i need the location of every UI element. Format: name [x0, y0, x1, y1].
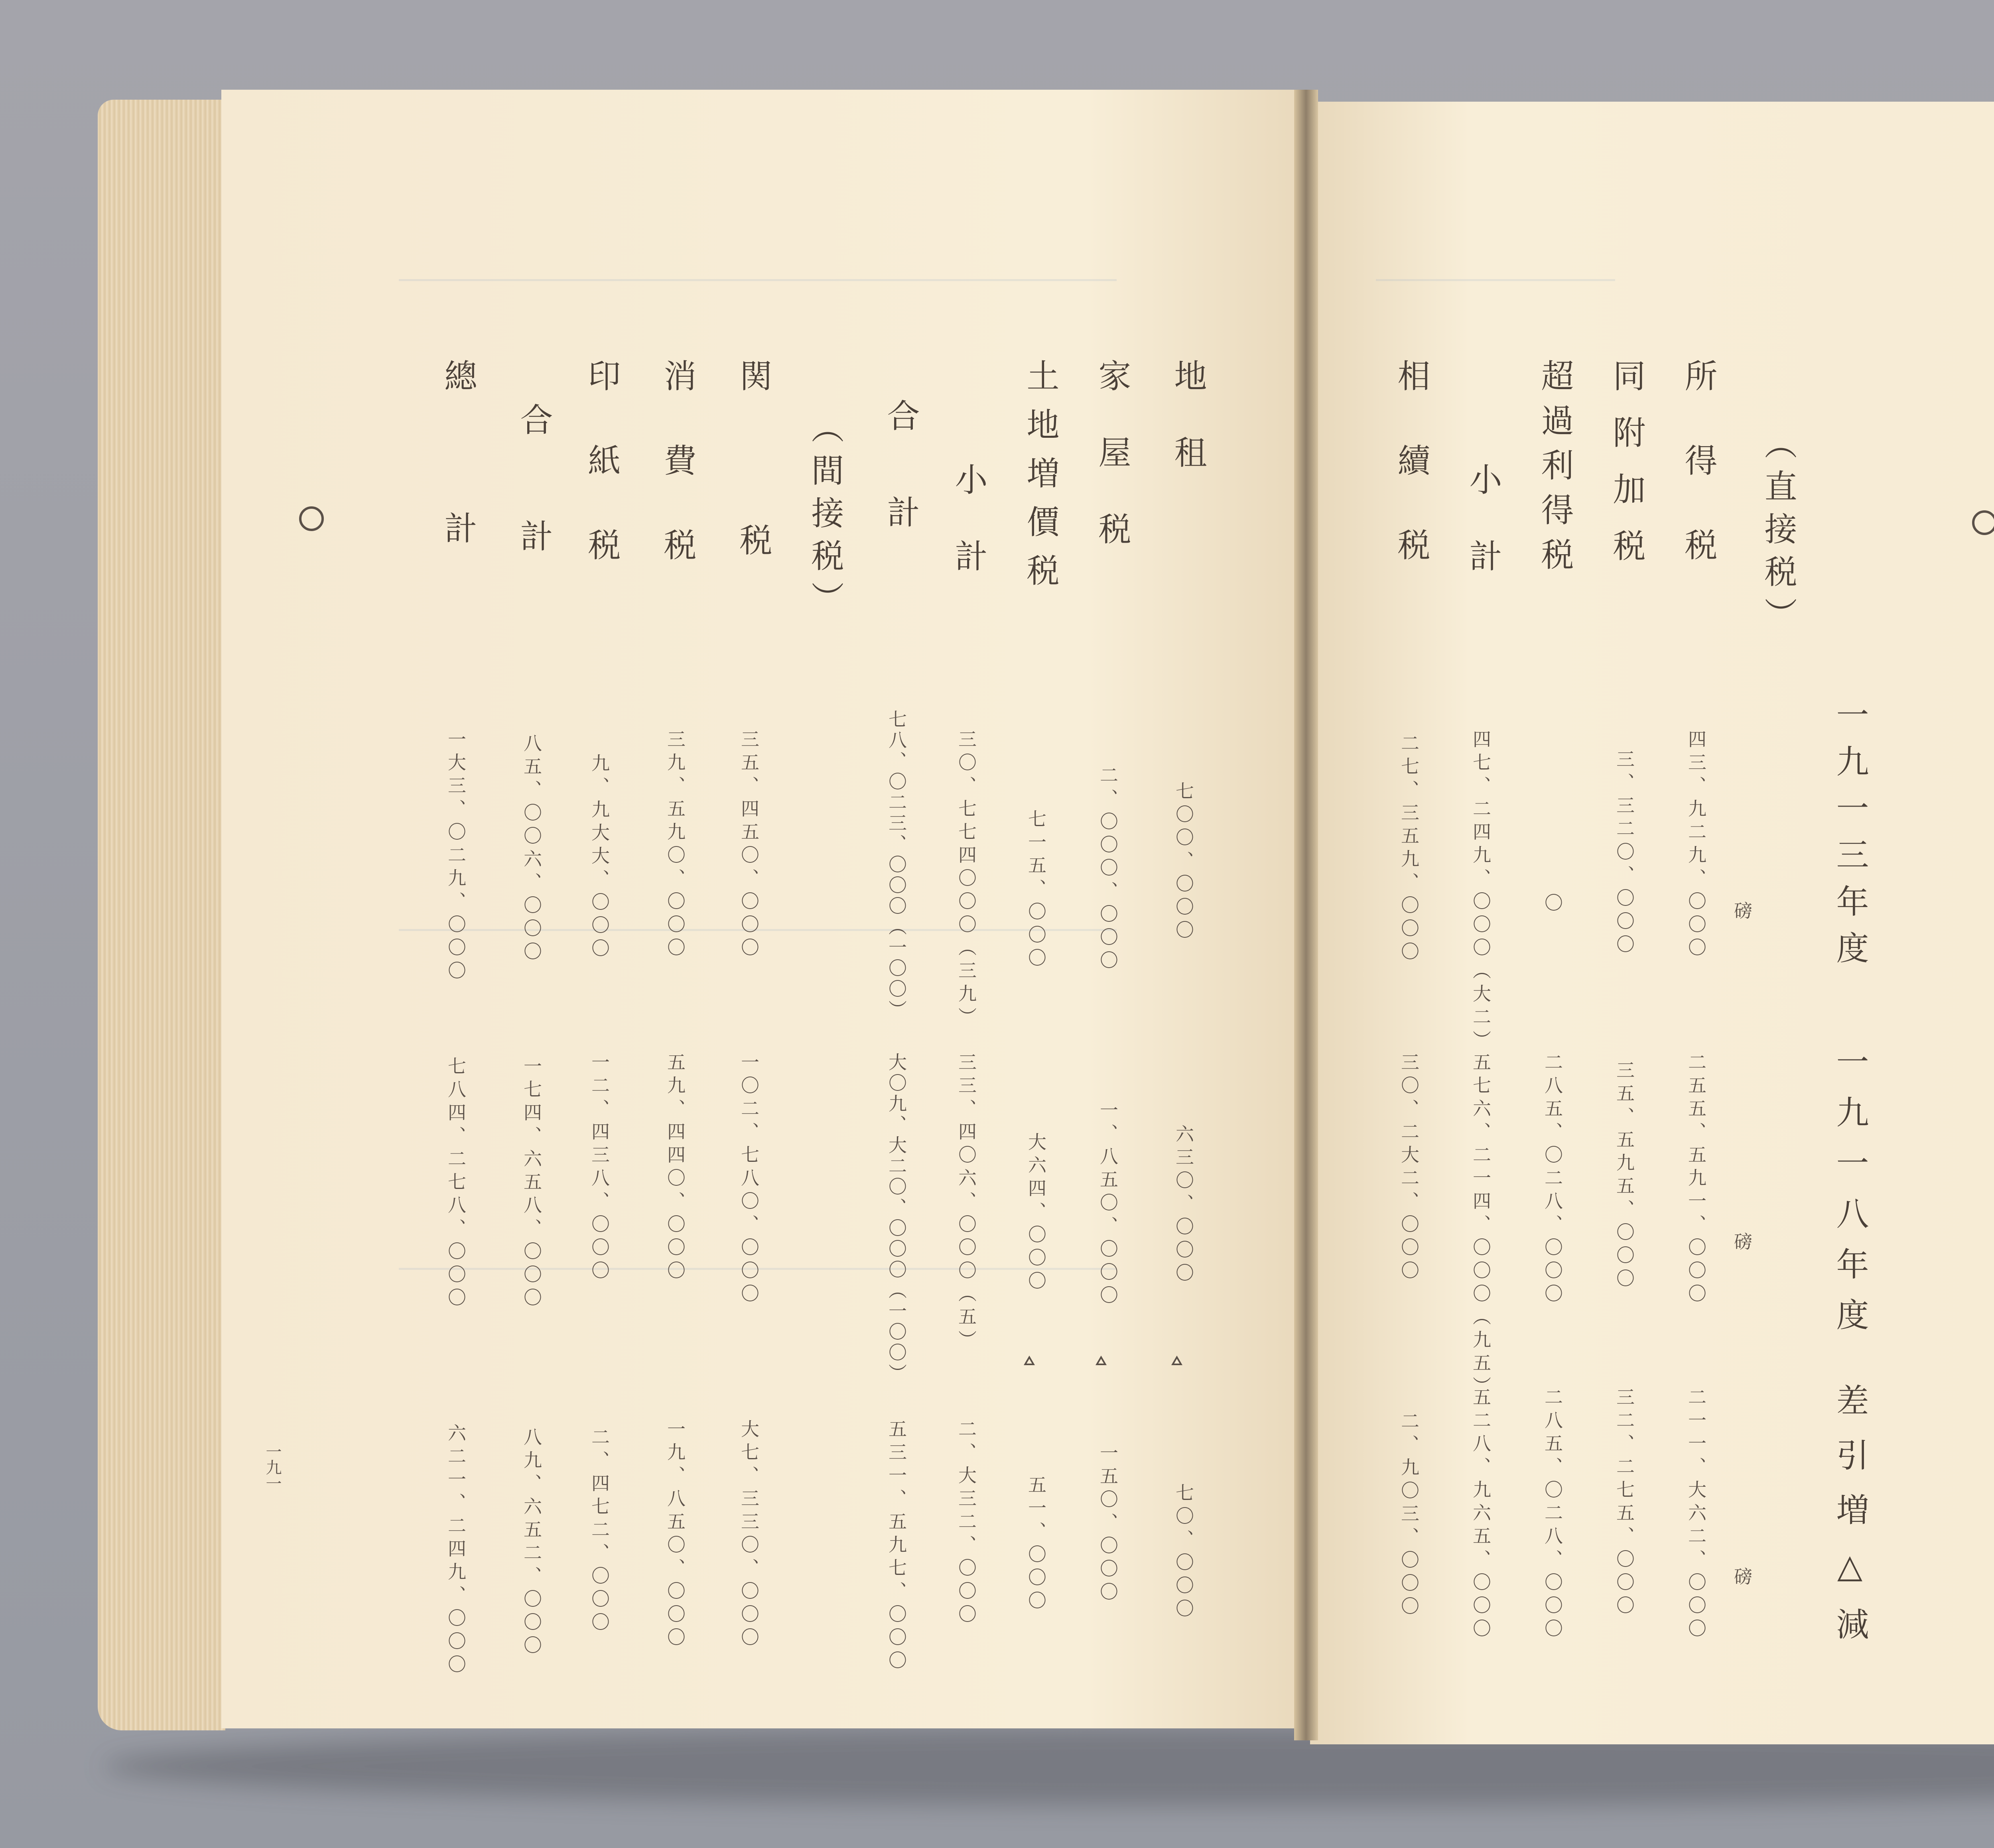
- unit-label: 磅: [1731, 1567, 1753, 1585]
- cell-1918: 三五、五九五、〇〇〇: [1614, 1061, 1635, 1292]
- row-label: 関税: [734, 359, 772, 687]
- cell-1918: 二五五、五九一、〇〇〇: [1685, 1053, 1707, 1307]
- cell-1913: 七一五、〇〇〇: [1025, 809, 1047, 971]
- cell-1918: 五七六、二一四、〇〇〇（九五）: [1470, 1053, 1492, 1399]
- cell-diff: 二一一、大六二、〇〇〇: [1685, 1387, 1707, 1642]
- row-label: （間接税）: [806, 411, 844, 624]
- book-edge-left: [98, 100, 225, 1730]
- cell-diff: 八九、六五二、〇〇〇: [521, 1427, 542, 1659]
- cell-1918: 大〇九、大二〇、〇〇〇（一〇〇）: [886, 1053, 907, 1384]
- cell-1913: 四七、二四九、〇〇〇（大二）: [1470, 730, 1492, 1053]
- cell-1913: 七〇〇、〇〇〇: [1173, 781, 1194, 943]
- header-1913: 一九一三年度: [1831, 698, 1869, 978]
- circle-mark: [299, 506, 324, 531]
- cell-1918: 一二、四三八、〇〇〇: [589, 1053, 610, 1284]
- cell-1913: 三〇、七七四〇〇〇（三九）: [956, 730, 977, 1030]
- cell-diff: 大七、三三〇、〇〇〇: [738, 1419, 760, 1651]
- cell-1913: 三、三二〇、〇〇〇: [1614, 750, 1635, 958]
- cell-1913: 九、九大大、〇〇〇: [589, 754, 610, 962]
- row-label: 消費税: [658, 359, 696, 612]
- row-label: 合計: [515, 403, 553, 636]
- cell-1918: 一、八五〇、〇〇〇: [1097, 1100, 1119, 1309]
- cell-1918: 七八四、二七八、〇〇〇: [445, 1057, 467, 1311]
- delta-mark: [1024, 1356, 1035, 1365]
- cell-diff: 六二一、二四九、〇〇〇: [445, 1423, 467, 1678]
- cell-1918: 三〇、二大二、〇〇〇: [1398, 1053, 1420, 1284]
- unit-label: 磅: [1731, 1232, 1753, 1250]
- cell-1918: 一〇二、七八〇、〇〇〇: [738, 1053, 760, 1307]
- delta-mark: [1171, 1356, 1182, 1365]
- cell-diff: 五三一、五九七、〇〇〇: [886, 1419, 907, 1674]
- book-gutter: [1294, 90, 1318, 1740]
- cell-1918: 三三、四〇六、〇〇〇（五）: [956, 1053, 977, 1353]
- cell-1918: 二八五、〇二八、〇〇〇: [1542, 1053, 1563, 1307]
- cell-1918: 一七四、六五八、〇〇〇: [521, 1057, 542, 1311]
- cell-diff: 二、九〇三、〇〇〇: [1398, 1411, 1420, 1620]
- cell-1913: 〇: [1542, 893, 1563, 916]
- row-label: 印紙税: [583, 359, 621, 612]
- row-label: 地租: [1169, 359, 1207, 512]
- cell-1913: 八五、〇〇六、〇〇〇: [521, 734, 542, 965]
- row-label: 同附加税: [1608, 359, 1645, 585]
- row-label: （直接税）: [1759, 427, 1797, 640]
- cell-diff: 五一、〇〇〇: [1025, 1475, 1047, 1614]
- cell-1913: 一大三、〇二九、〇〇〇: [445, 730, 467, 984]
- cell-1913: 四三、九二九、〇〇〇: [1685, 730, 1707, 961]
- row-label: 合計: [882, 399, 920, 592]
- row-label: 超過利得税: [1536, 359, 1574, 582]
- cell-1913: 二、〇〇〇、〇〇〇: [1097, 766, 1119, 974]
- page-number-left: 一九一: [263, 1443, 282, 1491]
- cell-1918: 五九、四四〇、〇〇〇: [664, 1053, 686, 1284]
- row-label: 小計: [1464, 462, 1502, 616]
- header-1918: 一九一八年度: [1831, 1045, 1869, 1348]
- cell-diff: 二、大三二、〇〇〇: [956, 1419, 977, 1628]
- cell-diff: 五二八、九六五、〇〇〇: [1470, 1387, 1492, 1642]
- unit-label: 磅: [1731, 901, 1753, 919]
- cell-diff: 一九、八五〇、〇〇〇: [664, 1419, 686, 1651]
- cell-diff: 一五〇、〇〇〇: [1097, 1443, 1119, 1605]
- cell-1913: 二七、三五九、〇〇〇: [1398, 734, 1420, 965]
- header-diff: 差引増△減: [1831, 1384, 1869, 1662]
- cell-1913: 三九、五九〇、〇〇〇: [664, 730, 686, 961]
- cell-diff: 七〇、〇〇〇: [1173, 1483, 1194, 1622]
- row-label: 總計: [439, 359, 477, 663]
- circle-mark: [1972, 510, 1994, 535]
- row-label: 小計: [950, 462, 987, 616]
- ghost-rule: [1376, 279, 1615, 281]
- cell-diff: 二、四七二、〇〇〇: [589, 1427, 610, 1635]
- cell-1918: 大六四、〇〇〇: [1025, 1132, 1047, 1294]
- cell-diff: 二八五、〇二八、〇〇〇: [1542, 1387, 1563, 1642]
- cell-1913: 三五、四五〇、〇〇〇: [738, 730, 760, 961]
- ghost-rule: [399, 279, 1117, 281]
- cell-diff: 三二、二七五、〇〇〇: [1614, 1387, 1635, 1619]
- cell-1918: 六三〇、〇〇〇: [1173, 1124, 1194, 1286]
- cell-1913: 七八、〇二三、〇〇〇（一〇〇）: [886, 710, 907, 1021]
- delta-mark: [1096, 1356, 1107, 1365]
- row-label: 所得税: [1679, 359, 1717, 612]
- row-label: 相續税: [1392, 359, 1430, 612]
- row-label: 家屋税: [1093, 359, 1131, 588]
- row-label: 土地増價税: [1021, 359, 1059, 602]
